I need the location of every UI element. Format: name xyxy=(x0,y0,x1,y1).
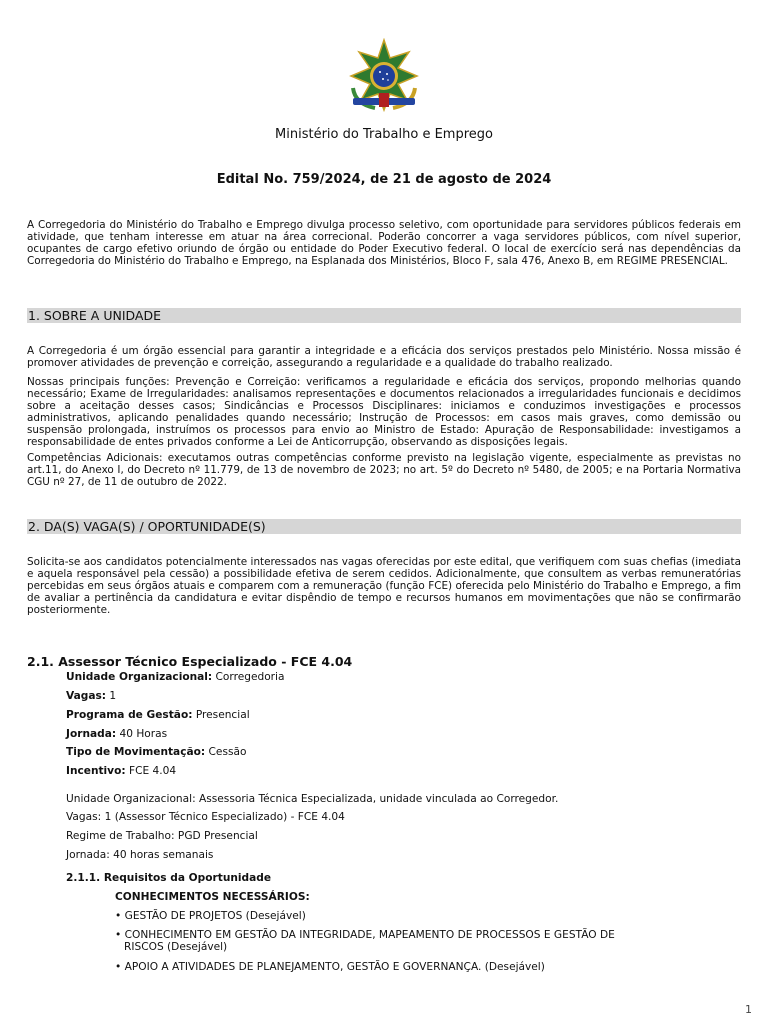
detail-vagas: Vagas: 1 (Assessor Técnico Especializado) - FCE 4.04 xyxy=(66,811,345,823)
section-1-heading: 1. SOBRE A UNIDADE xyxy=(27,308,741,323)
edital-title: Edital No. 759/2024, de 21 de agosto de 2024 xyxy=(216,172,552,187)
conhecimento-item: • CONHECIMENTO EM GESTÃO DA INTEGRIDADE, MAPEAMENTO DE PROCESSOS E GESTÃO DE RISCOS (Desejável) xyxy=(115,929,615,953)
vaga-title: 2.1. Assessor Técnico Especializado - FCE 4.04 xyxy=(27,654,353,669)
detail-unidade: Unidade Organizacional: Assessoria Técnica Especializada, unidade vinculada ao Corregedor. xyxy=(66,793,559,805)
page-number: 1 xyxy=(745,1003,752,1016)
section-1-paragraph-3: Competências Adicionais: executamos outras competências conforme previsto na legislação vigente, especialmente as previstas no art.11, do Anexo I, do Decreto nº 11.779, de 13 de novembro de 2023; no art. 5º do Decreto nº 5480, de 2005; e na Portaria Normativa CGU nº 27, de 11 de outubro de 2022. xyxy=(27,452,741,488)
detail-jornada: Jornada: 40 horas semanais xyxy=(66,849,214,861)
brazil-coat-of-arms-emblem xyxy=(345,38,423,114)
conhecimentos-heading: CONHECIMENTOS NECESSÁRIOS: xyxy=(115,891,310,903)
field-incentivo: Incentivo: FCE 4.04 xyxy=(66,765,177,777)
section-2-paragraph: Solicita-se aos candidatos potencialmente interessados nas vagas oferecidas por este edital, que verifiquem com suas chefias (imediata e aquela responsável pela cessão) a possibilidade efetiva de serem cedidos. Adicionalmente, que consultem as verbas remuneratórias percebidas em seus órgãos atuais e comparem com a remuneração (função FCE) oferecida pelo Ministério do Trabalho e Emprego, a fim de avaliar a pertinência da candidatura e evitar dispêndio de tempo e recursos humanos em movimentações que não se confirmarão posteriormente. xyxy=(27,556,741,616)
section-2-heading: 2. DA(S) VAGA(S) / OPORTUNIDADE(S) xyxy=(27,519,741,534)
field-jornada: Jornada: 40 Horas xyxy=(66,728,168,740)
requisitos-heading: 2.1.1. Requisitos da Oportunidade xyxy=(66,872,272,884)
section-1-paragraph-1: A Corregedoria é um órgão essencial para garantir a integridade e a eficácia dos serviços prestados pelo Ministério. Nossa missão é promover atividades de prevenção e correição, assegurando a regularidade e a qualidade do trabalho realizado. xyxy=(27,345,741,369)
conhecimento-item: • GESTÃO DE PROJETOS (Desejável) xyxy=(115,910,306,922)
intro-paragraph: A Corregedoria do Ministério do Trabalho e Emprego divulga processo seletivo, com oportunidade para servidores públicos federais em atividade, que tenham interesse em atuar na área correcional. Poderão concorrer a vaga servidores públicos, com nível superior, ocupantes de cargo efetivo oriundo de órgão ou entidade do Poder Executivo federal. O local de exercício será nas dependências da Corregedoria do Ministério do Trabalho e Emprego, na Esplanada dos Ministérios, Bloco F, sala 476, Anexo B, em REGIME PRESENCIAL. xyxy=(27,219,741,267)
ministry-name: Ministério do Trabalho e Emprego xyxy=(275,127,493,142)
field-unidade-organizacional: Unidade Organizacional: Corregedoria xyxy=(66,671,285,683)
field-tipo-de-movimentacao: Tipo de Movimentação: Cessão xyxy=(66,746,247,758)
section-1-paragraph-2: Nossas principais funções: Prevenção e Correição: verificamos a regularidade e eficácia dos serviços, propondo melhorias quando necessário; Exame de Irregularidades: analisamos representações e documentos relacionados a irregularidades funcionais e decidimos sobre a aceitação desses casos; Sindicâncias e Processos Disciplinares: iniciamos e conduzimos investigações e processos administrativos, aplicando penalidades quando necessário; Instrução de Processos: em casos mais graves, como demissão ou suspensão prolongada, instruímos os processos para envio ao Ministro de Estado: Apuração de Responsabilidade: investigamos a responsabilidade de entes privados conforme a Lei de Anticorrupção, observando as disposições legais. xyxy=(27,376,741,448)
field-vagas: Vagas: 1 xyxy=(66,690,117,702)
conhecimento-item: • APOIO A ATIVIDADES DE PLANEJAMENTO, GESTÃO E GOVERNANÇA. (Desejável) xyxy=(115,961,545,973)
detail-regime: Regime de Trabalho: PGD Presencial xyxy=(66,830,258,842)
field-programa-de-gestao: Programa de Gestão: Presencial xyxy=(66,709,250,721)
